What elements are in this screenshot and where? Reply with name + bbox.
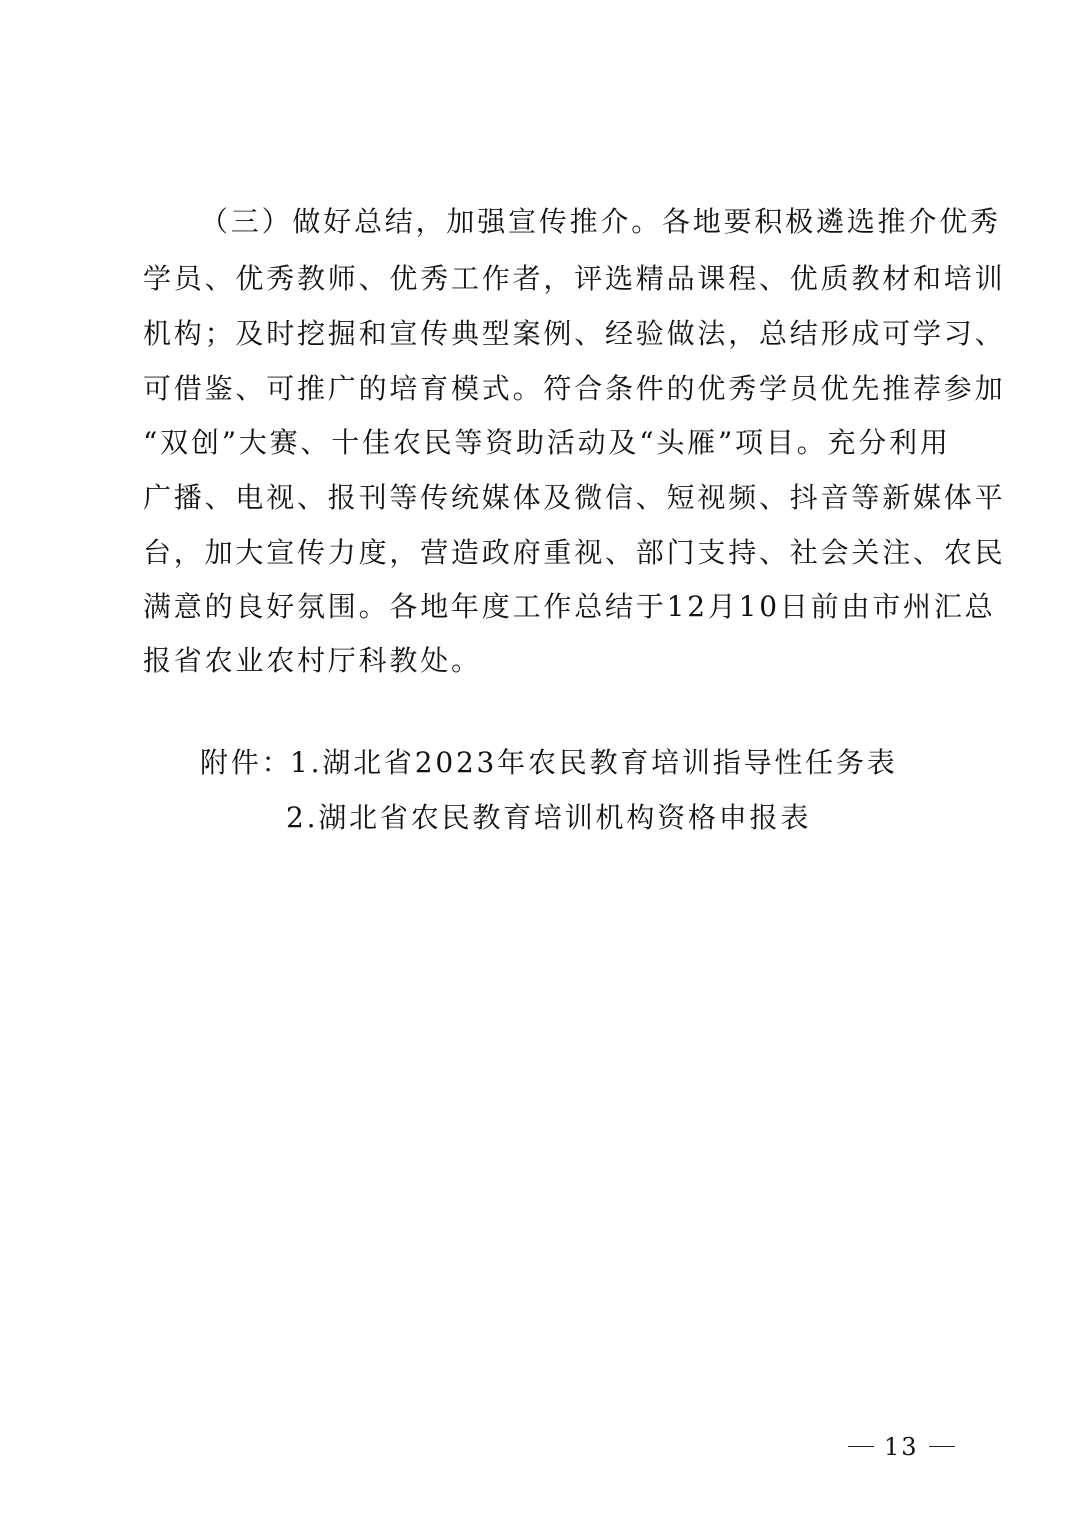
paragraph-line-7: 台，加大宣传力度，营造政府重视、部门支持、社会关注、农民 — [143, 536, 1006, 569]
paragraph-line-8: 满意的良好氛围。各地年度工作总结于12月10日前由市州汇总 — [143, 590, 996, 623]
page-number-footer — [838, 1432, 965, 1462]
attachment-item-1: 1.湖北省2023年农民教育培训指导性任务表 — [290, 746, 898, 779]
paragraph-line-3: 机构；及时挖掘和宣传典型案例、经验做法，总结形成可学习、 — [143, 317, 1006, 350]
dash-left-icon — [848, 1446, 874, 1447]
attachment-item-2: 2.湖北省农民教育培训机构资格申报表 — [286, 801, 812, 834]
dash-right-icon — [929, 1446, 955, 1447]
paragraph-line-1: （三）做好总结，加强宣传推介。各地要积极遴选推介优秀 — [200, 205, 1001, 238]
paragraph-line-4: 可借鉴、可推广的培育模式。符合条件的优秀学员优先推荐参加 — [143, 372, 1006, 405]
paragraph-line-6: 广播、电视、报刊等传统媒体及微信、短视频、抖音等新媒体平 — [143, 481, 1006, 514]
page-number: 13 — [884, 1433, 919, 1461]
paragraph-line-9: 报省农业农村厅科教处。 — [143, 644, 482, 677]
paragraph-line-5: “双创”大赛、十佳农民等资助活动及“头雁”项目。充分利用 — [143, 426, 951, 459]
attachment-label: 附件： — [200, 746, 293, 779]
paragraph-line-2: 学员、优秀教师、优秀工作者，评选精品课程、优质教材和培训 — [143, 262, 1006, 295]
